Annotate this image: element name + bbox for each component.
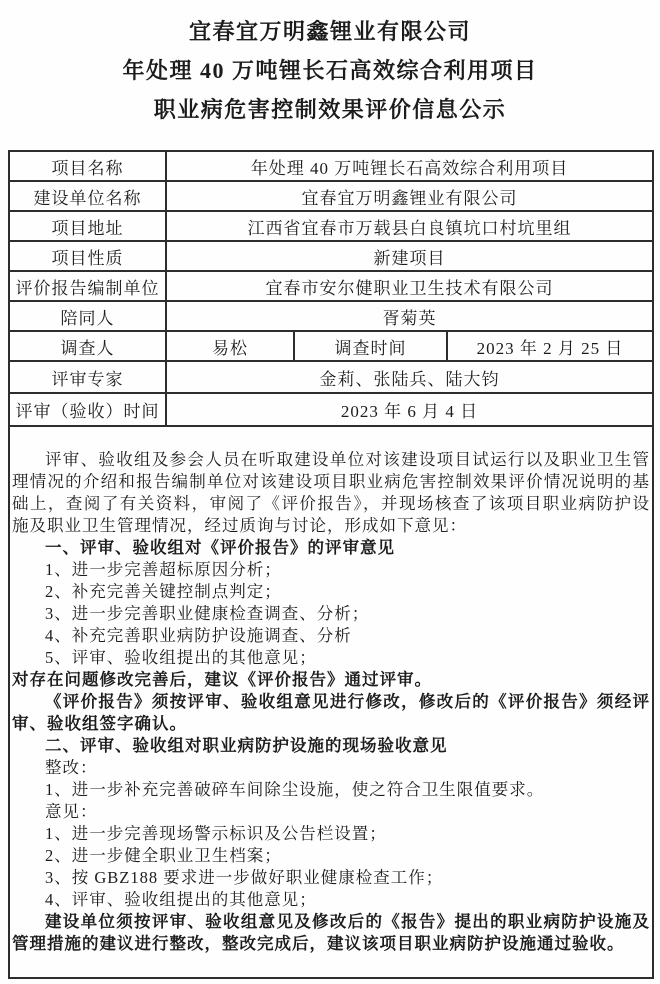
acceptance-opinion-item-3: 3、按 GBZ188 要求进一步做好职业健康检查工作； <box>45 868 444 887</box>
field-label-project-nature: 项目性质 <box>9 241 166 271</box>
field-value-review-experts: 金莉、张陆兵、陆大钧 <box>166 361 653 393</box>
field-label-project-address: 项目地址 <box>9 211 166 241</box>
opinion-text-cell <box>9 426 653 978</box>
project-info-table <box>8 150 654 979</box>
field-label-review-acceptance-date: 评审（验收）时间 <box>9 393 166 426</box>
review-opinion-item-3: 3、进一步完善职业健康检查调查、分析； <box>45 604 370 623</box>
acceptance-opinion-item-1: 1、进一步完善现场警示标识及公告栏设置； <box>45 824 387 843</box>
title-block <box>0 0 660 129</box>
section-1-heading: 一、评审、验收组对《评价报告》的评审意见 <box>45 538 395 557</box>
field-label-report-compiler: 评价报告编制单位 <box>9 271 166 301</box>
acceptance-conclusion-statement: 建设单位须按评审、验收组意见及修改后的《报告》提出的职业病防护设施及管理措施的建议进行整改，整改完成后，建议该项目职业病防护设施通过验收。 <box>12 912 651 953</box>
field-value-project-name: 年处理 40 万吨锂长石高效综合利用项目 <box>166 151 653 181</box>
field-value-investigation-date: 2023 年 2 月 25 日 <box>447 331 653 361</box>
rectification-label: 整改： <box>45 758 98 777</box>
field-value-project-address: 江西省宜春市万载县白良镇坑口村坑里组 <box>166 211 653 241</box>
review-conclusion-statement: 对存在问题修改完善后，建议《评价报告》通过评审。 <box>12 670 432 689</box>
field-value-accompanying-person: 胥菊英 <box>166 301 653 331</box>
report-revision-statement: 《评价报告》须按评审、验收组意见进行修改，修改后的《评价报告》须经评审、验收组签字确认。 <box>12 692 651 733</box>
suggestions-label: 意见： <box>45 802 98 821</box>
acceptance-opinion-item-4: 4、评审、验收组提出的其他意见； <box>45 890 317 909</box>
field-value-investigator: 易松 <box>166 331 294 361</box>
acceptance-opinion-item-2: 2、进一步健全职业卫生档案； <box>45 846 282 865</box>
table-row <box>9 271 653 301</box>
section-2-heading: 二、评审、验收组对职业病防护设施的现场验收意见 <box>45 736 448 755</box>
field-label-investigation-date: 调查时间 <box>294 331 447 361</box>
table-row <box>9 241 653 271</box>
review-opinion-item-4: 4、补充完善职业病防护设施调查、分析 <box>45 626 352 645</box>
table-row <box>9 211 653 241</box>
review-opinion-item-2: 2、补充完善关键控制点判定； <box>45 582 282 601</box>
table-row <box>9 181 653 211</box>
company-name-title: 宜春宜万明鑫锂业有限公司 <box>188 19 471 44</box>
opinion-intro-paragraph: 评审、验收组及参会人员在听取建设单位对该建设项目试运行以及职业卫生管理情况的介绍和报告编制单位对该建设项目职业病危害控制效果评价情况说明的基础上，查阅了有关资料，审阅了《评价报告》，并现场核查了该项目职业病防护设施及职业卫生管理情况，经过质询与讨论，形成如下意见： <box>12 450 651 535</box>
review-opinion-item-1: 1、进一步完善超标原因分析； <box>45 560 282 579</box>
table-row <box>9 361 653 393</box>
field-label-construction-unit: 建设单位名称 <box>9 181 166 211</box>
notice-type-title: 职业病危害控制效果评价信息公示 <box>153 97 507 122</box>
field-label-project-name: 项目名称 <box>9 151 166 181</box>
table-row <box>9 151 653 181</box>
field-value-report-compiler: 宜春市安尔健职业卫生技术有限公司 <box>166 271 653 301</box>
field-label-investigator: 调查人 <box>9 331 166 361</box>
rectification-item-1: 1、进一步补充完善破碎车间除尘设施，使之符合卫生限值要求。 <box>45 780 545 799</box>
field-value-construction-unit: 宜春宜万明鑫锂业有限公司 <box>166 181 653 211</box>
project-name-title: 年处理 40 万吨锂长石高效综合利用项目 <box>122 58 538 83</box>
table-row <box>9 393 653 426</box>
table-row <box>9 331 653 361</box>
table-row <box>9 426 653 978</box>
field-value-review-acceptance-date: 2023 年 6 月 4 日 <box>166 393 653 426</box>
field-label-review-experts: 评审专家 <box>9 361 166 393</box>
field-value-project-nature: 新建项目 <box>166 241 653 271</box>
review-opinion-item-5: 5、评审、验收组提出的其他意见； <box>45 648 317 667</box>
field-label-accompanying-person: 陪同人 <box>9 301 166 331</box>
table-row <box>9 301 653 331</box>
